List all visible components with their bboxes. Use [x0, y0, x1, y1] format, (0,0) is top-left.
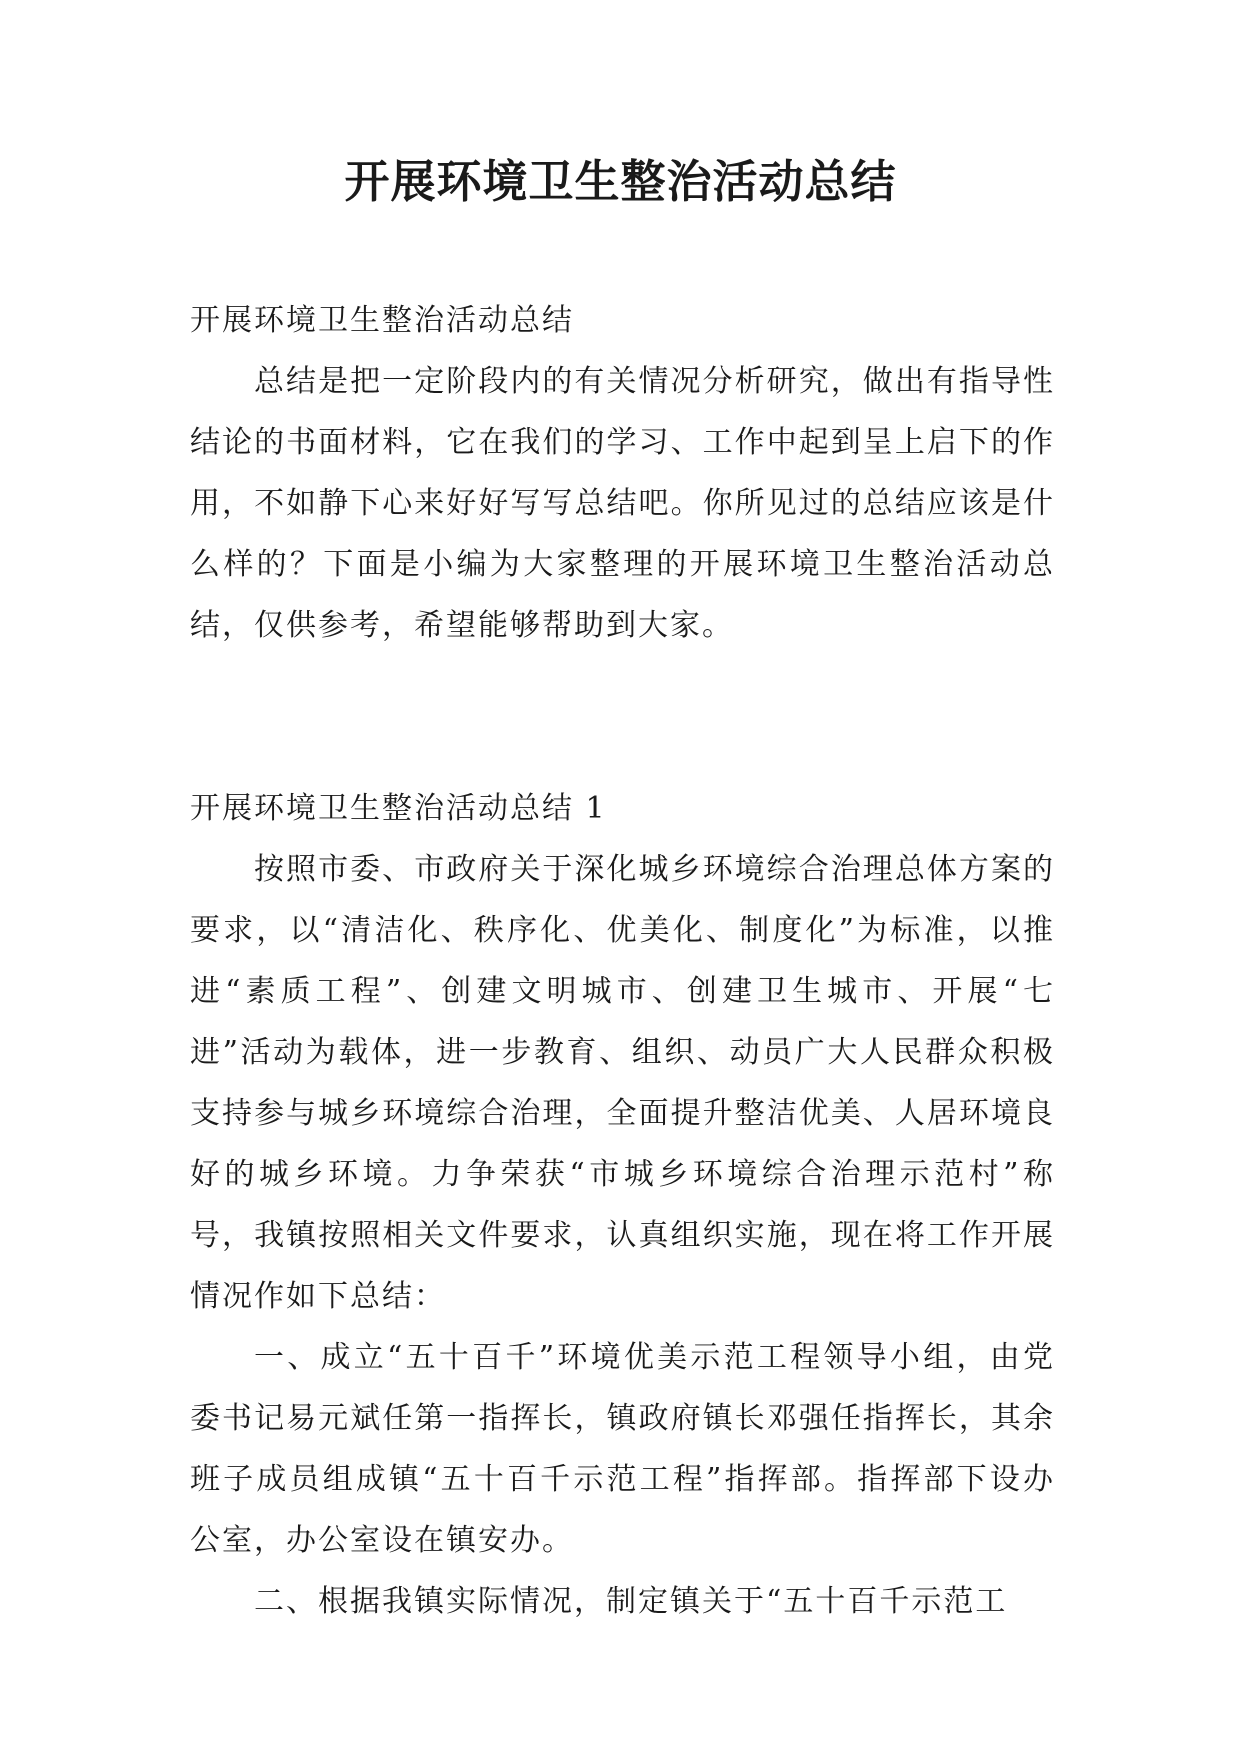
body-paragraph: 一、成立“五十百千”环境优美示范工程领导小组，由党委书记易元斌任第一指挥长，镇政府镇长邓强任指挥长，其余班子成员组成镇“五十百千示范工程”指挥部。指挥部下设办公室，办公室设在镇安办。 — [190, 1340, 1055, 1558]
section-heading: 开展环境卫生整治活动总结 1 — [190, 791, 607, 826]
subtitle-line: 开展环境卫生整治活动总结 — [190, 303, 574, 338]
section-spacer — [190, 656, 1055, 778]
body-paragraph: 按照市委、市政府关于深化城乡环境综合治理总体方案的要求，以“清洁化、秩序化、优美化、制度化”为标准，以推进“素质工程”、创建文明城市、创建卫生城市、开展“七进”活动为载体，进一步教育、组织、动员广大人民群众积极支持参与城乡环境综合治理，全面提升整洁优美、人居环境良好的城乡环境。力争荣获“市城乡环境综合治理示范村”称号，我镇按照相关文件要求，认真组织实施，现在将工作开展情况作如下总结： — [190, 852, 1055, 1314]
document-body — [190, 290, 1055, 1632]
intro-paragraph: 总结是把一定阶段内的有关情况分析研究，做出有指导性结论的书面材料，它在我们的学习、工作中起到呈上启下的作用，不如静下心来好好写写总结吧。你所见过的总结应该是什么样的？下面是小编为大家整理的开展环境卫生整治活动总结，仅供参考，希望能够帮助到大家。 — [190, 364, 1055, 643]
document-title: 开展环境卫生整治活动总结 — [344, 155, 897, 208]
body-paragraph: 二、根据我镇实际情况，制定镇关于“五十百千示范工 — [254, 1584, 1008, 1619]
